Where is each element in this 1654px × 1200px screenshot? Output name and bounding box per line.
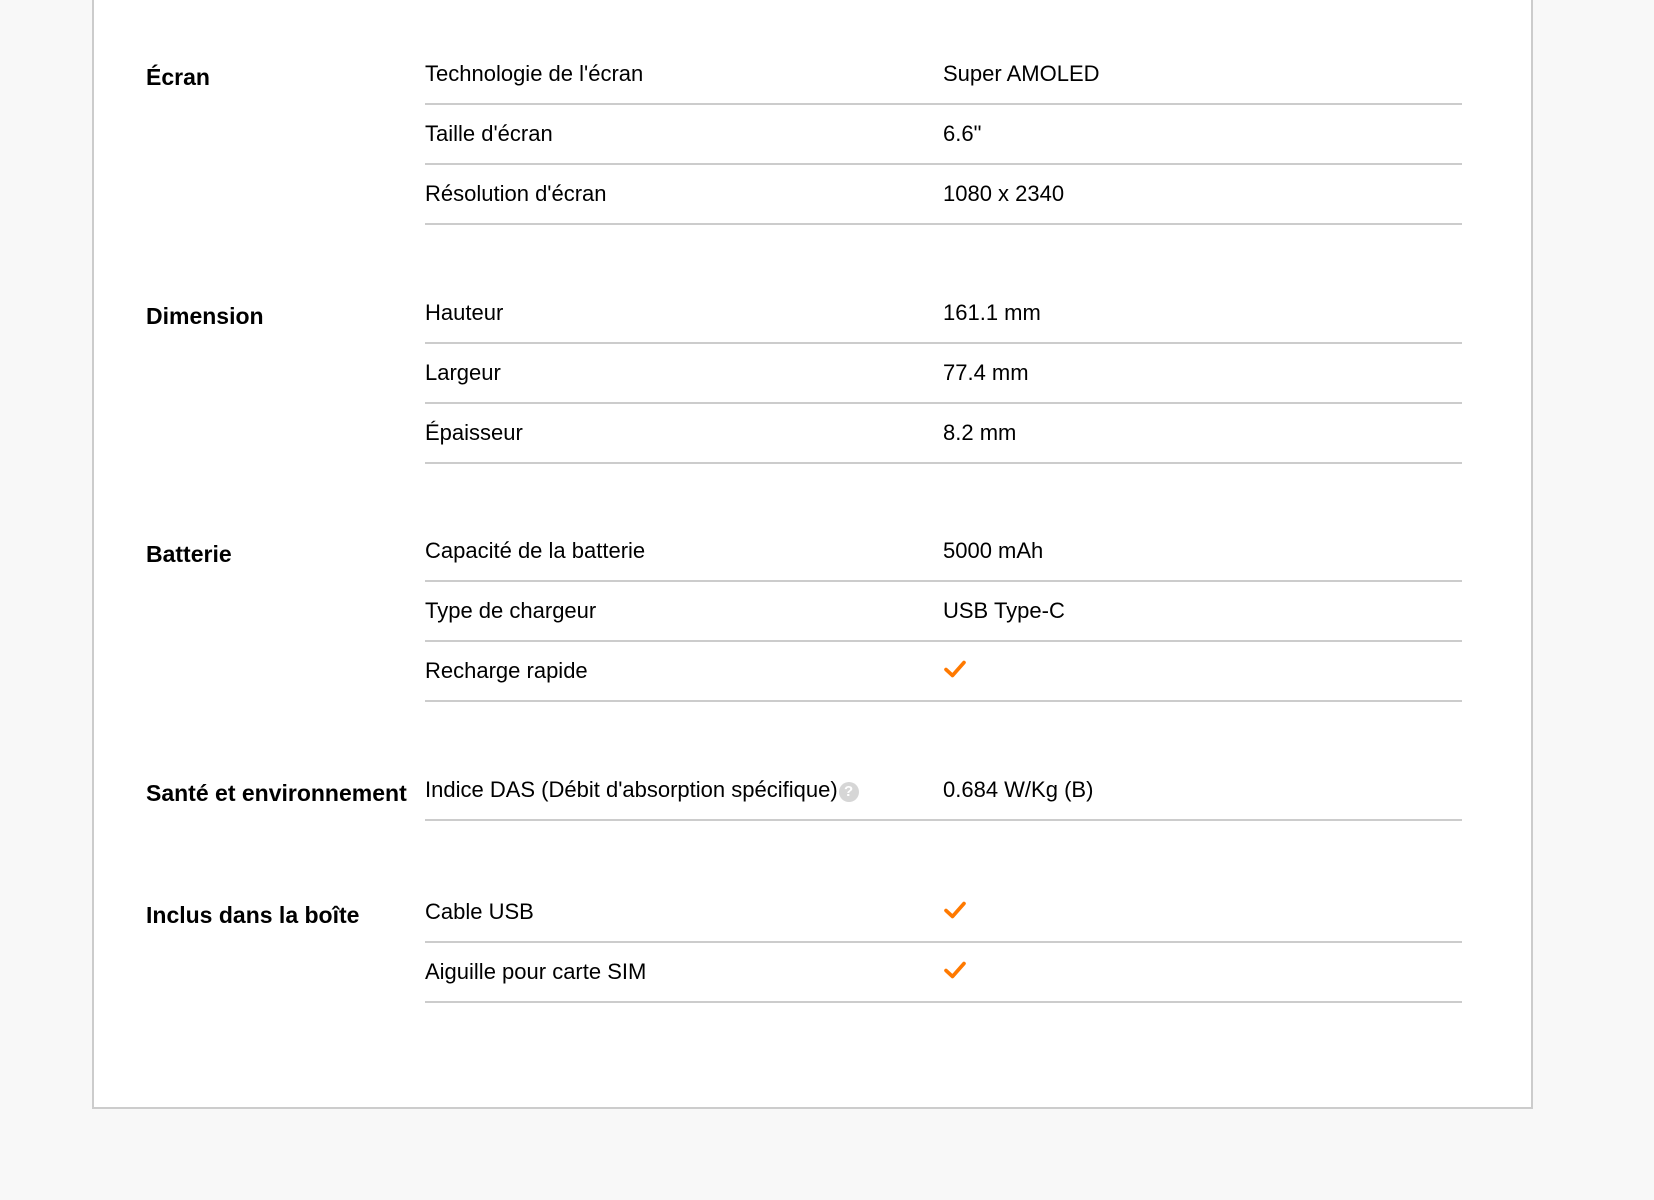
spec-value: 6.6" (943, 121, 982, 146)
spec-label: Hauteur (425, 300, 504, 325)
spec-row (425, 761, 1462, 821)
spec-value (943, 958, 967, 986)
section-title: Dimension (146, 303, 264, 329)
checkmark-icon (943, 659, 967, 679)
spec-value: USB Type-C (943, 598, 1065, 623)
spec-value (943, 898, 967, 926)
spec-rows (425, 45, 1462, 225)
spec-label: Épaisseur (425, 420, 523, 445)
section-title: Batterie (146, 541, 232, 567)
spec-row (425, 45, 1462, 105)
spec-row (425, 582, 1462, 642)
checkmark-icon (943, 900, 967, 920)
spec-row (425, 522, 1462, 582)
spec-value: 0.684 W/Kg (B) (943, 777, 1094, 802)
spec-row (425, 105, 1462, 165)
spec-row (425, 943, 1462, 1003)
spec-value (943, 657, 967, 685)
spec-rows (425, 883, 1462, 1003)
spec-rows (425, 522, 1462, 702)
spec-row (425, 284, 1462, 344)
spec-label: Cable USB (425, 899, 534, 924)
spec-value: Super AMOLED (943, 61, 1100, 86)
spec-row (425, 165, 1462, 225)
spec-label: Recharge rapide (425, 658, 588, 683)
spec-value: 77.4 mm (943, 360, 1029, 385)
spec-label-text: Indice DAS (Débit d'absorption spécifique) (425, 777, 838, 802)
spec-value: 5000 mAh (943, 538, 1044, 563)
spec-value: 1080 x 2340 (943, 181, 1065, 206)
help-icon[interactable]: ? (839, 782, 859, 802)
section-title: Santé et environnement (146, 780, 407, 806)
spec-label: Technologie de l'écran (425, 61, 644, 86)
checkmark-icon (943, 960, 967, 980)
spec-label: Aiguille pour carte SIM (425, 959, 647, 984)
spec-rows (425, 761, 1462, 821)
spec-row (425, 404, 1462, 464)
spec-label: Type de chargeur (425, 598, 597, 623)
spec-label: Capacité de la batterie (425, 538, 646, 563)
specifications-card (92, 0, 1533, 1109)
spec-label: Résolution d'écran (425, 181, 607, 206)
spec-value: 161.1 mm (943, 300, 1041, 325)
spec-row (425, 642, 1462, 702)
section-title: Écran (146, 64, 210, 90)
section-title: Inclus dans la boîte (146, 902, 360, 928)
spec-label: Largeur (425, 360, 501, 385)
spec-row (425, 344, 1462, 404)
spec-rows (425, 284, 1462, 464)
spec-label (425, 776, 859, 804)
spec-value: 8.2 mm (943, 420, 1017, 445)
spec-row (425, 883, 1462, 943)
spec-label: Taille d'écran (425, 121, 553, 146)
